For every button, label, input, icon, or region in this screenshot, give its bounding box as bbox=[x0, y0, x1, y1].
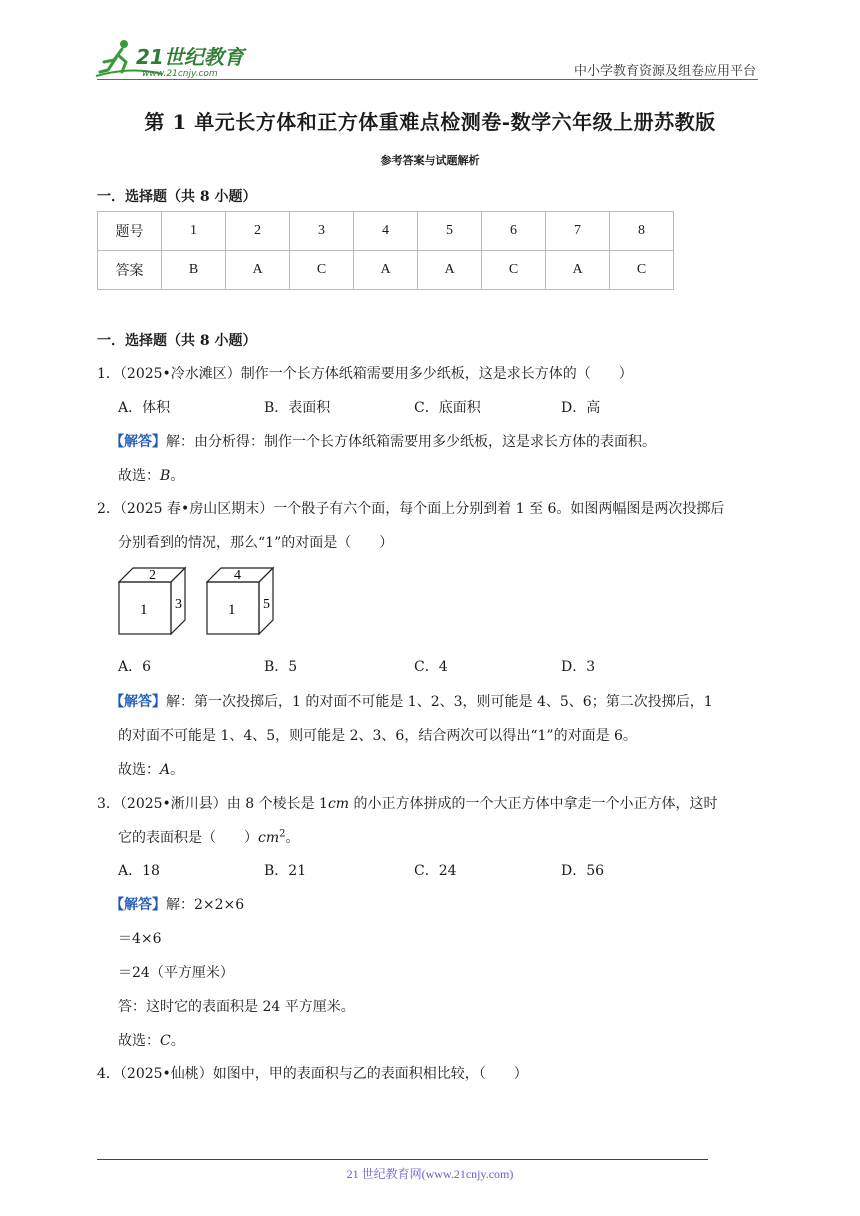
answer-table bbox=[97, 211, 674, 290]
q2-choice bbox=[118, 759, 184, 779]
solution-tag: 【解答】 bbox=[110, 434, 166, 450]
q2-solution-line2: 的对面不可能是 1、4、5，则可能是 2、3、6，结合两次可以得出“1”的对面是 6。 bbox=[118, 728, 637, 744]
question-3-stem-line2 bbox=[118, 827, 300, 847]
table-cell: 8 bbox=[610, 212, 674, 251]
q2-solution-line1 bbox=[110, 691, 713, 711]
dice-1-front: 1 bbox=[140, 602, 148, 618]
table-cell: A bbox=[226, 251, 290, 290]
q1-option-b: B．表面积 bbox=[264, 400, 331, 416]
q2-option-a: A．6 bbox=[118, 659, 152, 675]
logo-url: www.21cnjy.com bbox=[142, 69, 218, 79]
platform-name: 中小学教育资源及组卷应用平台 bbox=[573, 64, 756, 79]
table-cell: 5 bbox=[418, 212, 482, 251]
page-subtitle: 参考答案与试题解析 bbox=[380, 154, 480, 167]
stem-unit: cm bbox=[327, 796, 350, 812]
section-heading-solutions: 一．选择题（共 8 小题） bbox=[97, 333, 257, 349]
q3-choice bbox=[118, 1030, 185, 1050]
table-cell: 2 bbox=[226, 212, 290, 251]
choice-prefix: 故选： bbox=[118, 1033, 160, 1049]
footer-divider bbox=[97, 1159, 708, 1160]
choice-end: 。 bbox=[170, 468, 185, 484]
q3-option-d: D．56 bbox=[561, 863, 605, 879]
table-cell: A bbox=[418, 251, 482, 290]
solution-text: 解：第一次投掷后，1 的对面不可能是 1、2、3，则可能是 4、5、6；第二次投掷后，1 bbox=[166, 694, 713, 710]
question-1-stem: 1．（2025•冷水滩区）制作一个长方体纸箱需要用多少纸板，这是求长方体的（ ） bbox=[97, 366, 633, 382]
dice-2-top: 4 bbox=[234, 568, 241, 583]
q1-choice bbox=[118, 465, 184, 485]
table-cell: 题号 bbox=[98, 212, 162, 251]
stem-unit: cm bbox=[258, 830, 280, 846]
table-cell: 答案 bbox=[98, 251, 162, 290]
choice-letter: A bbox=[160, 762, 171, 778]
stem-text: 的小正方体拼成的一个大正方体中拿走一个小正方体，这时 bbox=[349, 796, 718, 812]
header-divider bbox=[97, 79, 758, 80]
logo-text: 21世纪教育 bbox=[136, 45, 244, 69]
q1-option-c: C．底面积 bbox=[414, 400, 481, 416]
stem-text: 它的表面积是（ ） bbox=[118, 830, 258, 846]
question-3-stem-line1 bbox=[97, 793, 718, 813]
stem-text: 。 bbox=[285, 830, 300, 846]
q2-option-b: B．5 bbox=[264, 659, 298, 675]
table-cell: 1 bbox=[162, 212, 226, 251]
choice-letter: B bbox=[160, 468, 171, 484]
stem-text: 3．（2025•淅川县）由 8 个棱长是 1 bbox=[97, 796, 328, 812]
q3-answer: 答：这时它的表面积是 24 平方厘米。 bbox=[118, 999, 355, 1015]
section-heading-answers: 一．选择题（共 8 小题） bbox=[97, 189, 257, 205]
q3-option-a: A．18 bbox=[118, 863, 160, 879]
table-cell: A bbox=[354, 251, 418, 290]
table-cell: 7 bbox=[546, 212, 610, 251]
footer-text: 21 世纪教育网(www.21cnjy.com) bbox=[346, 1167, 514, 1181]
choice-letter: C bbox=[160, 1033, 171, 1049]
dice-2-side: 5 bbox=[263, 597, 270, 612]
question-2-stem-line1: 2．（2025 春•房山区期末）一个骰子有六个面，每个面上分别到着 1 至 6。如图两幅图是两次投掷后 bbox=[97, 501, 725, 517]
dice-figure bbox=[115, 564, 285, 639]
table-cell: B bbox=[162, 251, 226, 290]
q1-solution bbox=[110, 431, 656, 451]
table-cell: 3 bbox=[290, 212, 354, 251]
dice-2-front: 1 bbox=[228, 602, 236, 618]
table-cell: C bbox=[482, 251, 546, 290]
q2-option-c: C．4 bbox=[414, 659, 448, 675]
solution-text: 解：由分析得：制作一个长方体纸箱需要用多少纸板，这是求长方体的表面积。 bbox=[166, 434, 656, 450]
dice-1-side: 3 bbox=[175, 597, 182, 612]
table-cell: A bbox=[546, 251, 610, 290]
q3-step-3: ＝24（平方厘米） bbox=[118, 965, 234, 981]
q3-option-c: C．24 bbox=[414, 863, 457, 879]
choice-end: 。 bbox=[170, 1033, 185, 1049]
q3-solution bbox=[110, 894, 244, 914]
q1-option-a: A．体积 bbox=[118, 400, 171, 416]
solution-tag: 【解答】 bbox=[110, 897, 166, 913]
table-row bbox=[98, 251, 674, 290]
q2-option-d: D．3 bbox=[561, 659, 596, 675]
table-cell: 4 bbox=[354, 212, 418, 251]
choice-prefix: 故选： bbox=[118, 762, 160, 778]
stem-unit-superscript: 2 bbox=[279, 828, 286, 840]
question-2-stem-line2: 分别看到的情况，那么“1”的对面是（ ） bbox=[118, 535, 394, 551]
q3-option-b: B．21 bbox=[264, 863, 307, 879]
logo bbox=[92, 36, 262, 80]
solution-text: 解：2×2×6 bbox=[166, 897, 245, 913]
solution-tag: 【解答】 bbox=[110, 694, 166, 710]
table-cell: C bbox=[610, 251, 674, 290]
q1-option-d: D．高 bbox=[561, 400, 601, 416]
choice-end: 。 bbox=[170, 762, 185, 778]
q3-step-2: ＝4×6 bbox=[118, 931, 162, 947]
table-row bbox=[98, 212, 674, 251]
choice-prefix: 故选： bbox=[118, 468, 160, 484]
table-cell: C bbox=[290, 251, 354, 290]
dice-1-top: 2 bbox=[149, 568, 156, 583]
table-cell: 6 bbox=[482, 212, 546, 251]
page-title: 第 1 单元长方体和正方体重难点检测卷-数学六年级上册苏教版 bbox=[144, 110, 716, 134]
question-4-stem: 4．（2025•仙桃）如图中，甲的表面积与乙的表面积相比较，（ ） bbox=[97, 1066, 528, 1082]
